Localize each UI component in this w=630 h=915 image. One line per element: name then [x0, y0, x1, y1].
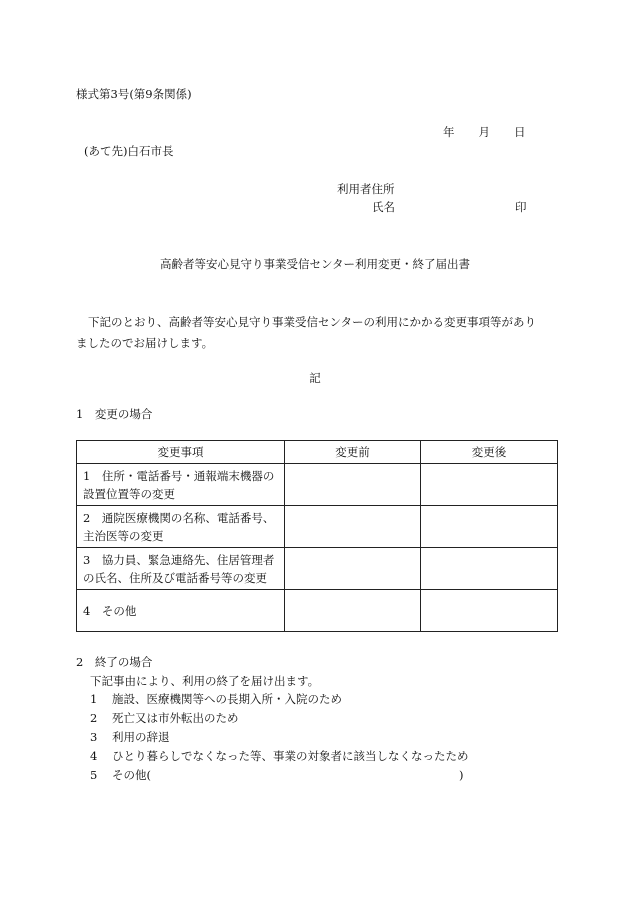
column-header-item: 変更事項 — [77, 441, 285, 464]
reason-other-close: ) — [459, 768, 464, 782]
change-item-cell — [77, 464, 285, 506]
reason-number: 4 — [90, 749, 98, 763]
month-label: 月 — [478, 125, 490, 139]
list-item[interactable] — [90, 709, 469, 728]
change-table — [76, 440, 558, 632]
change-item-line: 3 協力員、緊急連絡先、住居管理者 — [83, 552, 275, 567]
change-item-cell — [77, 590, 285, 632]
form-number: 様式第3号(第9条関係) — [76, 87, 192, 101]
intro-line-1: 下記のとおり、高齢者等安心見守り事業受信センターの利用にかかる変更事項等があり — [88, 315, 537, 329]
table-row — [77, 464, 558, 506]
ki-heading: 記 — [309, 371, 321, 385]
table-row — [77, 548, 558, 590]
day-label: 日 — [514, 125, 526, 139]
before-cell[interactable] — [285, 464, 421, 506]
reason-text: 利用の辞退 — [112, 730, 170, 744]
reason-other-label: その他( — [112, 768, 151, 782]
change-item-line: 主治医等の変更 — [83, 528, 164, 543]
column-header-after: 変更後 — [421, 441, 558, 464]
table-row — [77, 590, 558, 632]
reason-number: 5 — [90, 768, 98, 782]
change-item-line: 2 通院医療機関の名称、電話番号、 — [83, 510, 275, 525]
document-title: 高齢者等安心見守り事業受信センター利用変更・終了届出書 — [159, 257, 471, 271]
before-cell[interactable] — [285, 548, 421, 590]
reason-text: ひとり暮らしでなくなった等、事業の対象者に該当しなくなったため — [112, 749, 469, 763]
after-cell[interactable] — [421, 590, 558, 632]
section-2-lead: 下記事由により、利用の終了を届け出ます。 — [90, 674, 320, 688]
addressee: (あて先)白石市長 — [84, 144, 174, 158]
reason-text: 施設、医療機関等への長期入所・入院のため — [112, 692, 342, 706]
change-item-line: の氏名、住所及び電話番号等の変更 — [83, 570, 267, 585]
reason-number: 2 — [90, 711, 98, 725]
change-item-cell — [77, 506, 285, 548]
date-line — [443, 124, 526, 140]
table-header-row — [77, 441, 558, 464]
list-item[interactable] — [90, 766, 469, 785]
reason-number: 1 — [90, 692, 98, 706]
year-label: 年 — [443, 125, 455, 139]
change-item-line: 4 その他 — [83, 603, 137, 618]
intro-line-2: ましたのでお届けします。 — [76, 336, 214, 350]
table-row — [77, 506, 558, 548]
list-item[interactable] — [90, 747, 469, 766]
change-item-line: 1 住所・電話番号・通報端末機器の — [83, 468, 275, 483]
after-cell[interactable] — [421, 548, 558, 590]
intro-text — [76, 312, 556, 354]
reason-number: 3 — [90, 730, 98, 744]
section-1-heading: 1 変更の場合 — [76, 407, 153, 421]
seal-label: 印 — [515, 200, 527, 214]
after-cell[interactable] — [421, 464, 558, 506]
change-item-cell — [77, 548, 285, 590]
termination-reason-list — [90, 690, 469, 785]
column-header-before: 変更前 — [285, 441, 421, 464]
reason-text: 死亡又は市外転出のため — [112, 711, 239, 725]
change-item-line: 設置位置等の変更 — [83, 486, 175, 501]
list-item[interactable] — [90, 690, 469, 709]
after-cell[interactable] — [421, 506, 558, 548]
before-cell[interactable] — [285, 506, 421, 548]
list-item[interactable] — [90, 728, 469, 747]
section-2-heading: 2 終了の場合 — [76, 655, 153, 669]
applicant-address-label: 利用者住所 — [337, 182, 395, 196]
applicant-name-label: 氏名 — [372, 200, 395, 214]
before-cell[interactable] — [285, 590, 421, 632]
